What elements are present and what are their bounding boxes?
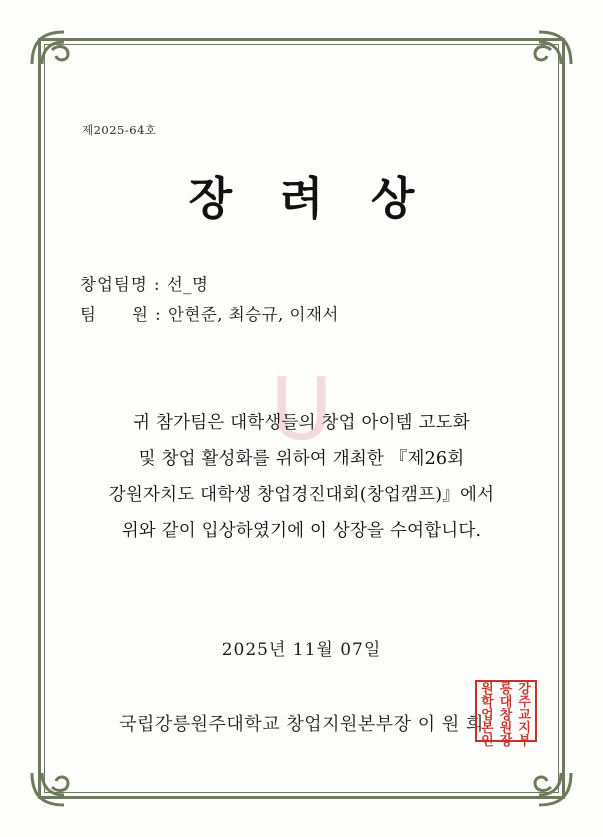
watermark-logo: U [270,360,333,460]
seal-character: 장 [499,734,513,749]
field-team-name [80,270,339,300]
seal-character: 릉 [499,682,513,697]
award-date: 2025년 11월 07일 [221,640,382,660]
seal-character: 부 [518,734,531,749]
body-line: 귀 참가팀은 대학생들의 창업 아이템 고도화 [133,413,470,433]
field-members-value: 안현준, 최승규, 이재서 [167,305,339,324]
seal-character: 원 [499,721,513,736]
seal-character: 학 [481,695,494,710]
award-title: 장 려 상 [188,172,431,225]
field-team-name-label: 창업팀명 : [80,275,167,294]
document-number: 제2025-64호 [82,123,157,137]
seal-character: 대 [499,695,513,710]
seal-character: 업 [481,708,494,723]
body-line: 강원자치도 대학생 창업경진대회(창업캠프)』에서 [108,485,495,505]
body-line: 위와 같이 입상하였기에 이 상장을 수여합니다. [121,521,482,541]
field-team-name-value: 선_명 [166,275,209,294]
seal-character: 본 [481,721,494,736]
seal-character-grid [478,682,534,749]
field-members-label: 팀 원 : [80,305,168,324]
seal-character: 교 [518,708,531,723]
seal-character: 지 [518,721,531,736]
award-signature: 국립강릉원주대학교 창업지원본부장 이 원 희 [119,714,484,735]
award-body-text [64,405,539,549]
seal-character: 원 [481,682,494,697]
seal-character: 인 [481,734,494,749]
seal-character: 창 [499,708,513,723]
field-members [80,300,339,330]
certificate-content [60,60,543,777]
seal-character: 주 [518,695,531,710]
official-seal [475,680,537,749]
body-line: 및 창업 활성화를 위하여 개최한 『제26회 [138,449,465,469]
award-fields [80,270,339,330]
seal-character: 강 [518,682,531,697]
